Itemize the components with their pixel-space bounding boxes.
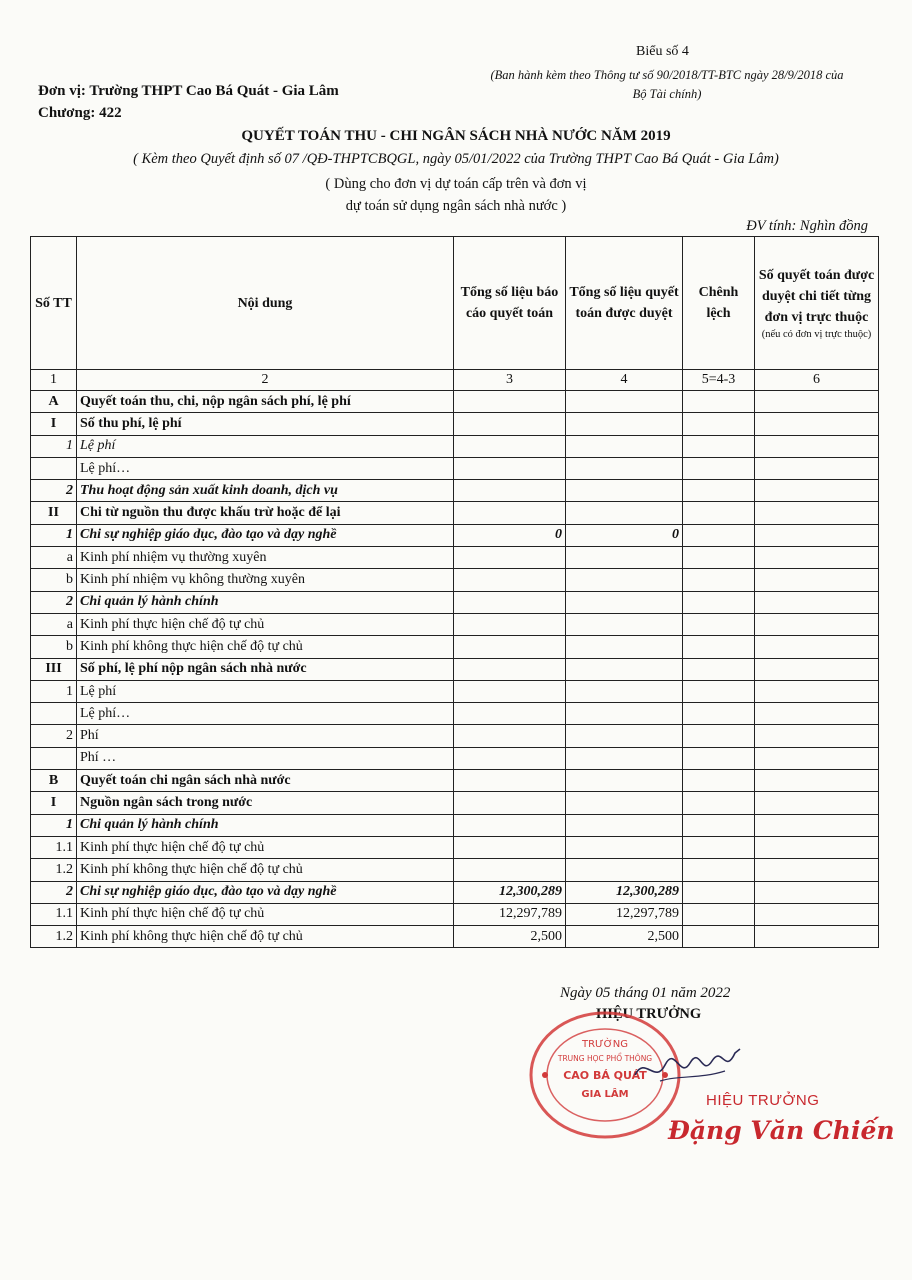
row-value: 12,300,289 <box>566 881 683 903</box>
col-num: 5=4-3 <box>683 370 755 391</box>
row-stt: b <box>31 636 77 658</box>
row-stt: 1.1 <box>31 903 77 925</box>
table-row <box>31 770 879 792</box>
row-value <box>454 457 566 479</box>
sign-date: Ngày 05 tháng 01 năm 2022 <box>560 985 731 1001</box>
row-value <box>755 591 879 613</box>
row-content: Quyết toán thu, chi, nộp ngân sách phí, lệ phí <box>77 391 454 413</box>
row-content: Phí … <box>77 747 454 769</box>
header-diff: Chênh lệch <box>683 237 755 370</box>
row-value <box>683 814 755 836</box>
table-row <box>31 836 879 858</box>
row-value <box>683 480 755 502</box>
row-value <box>755 926 879 948</box>
row-value <box>683 703 755 725</box>
row-value <box>683 725 755 747</box>
row-value <box>454 391 566 413</box>
row-content: Quyết toán chi ngân sách nhà nước <box>77 770 454 792</box>
row-value <box>566 480 683 502</box>
row-value <box>755 480 879 502</box>
row-value <box>683 413 755 435</box>
row-stt: b <box>31 569 77 591</box>
row-content: Số thu phí, lệ phí <box>77 413 454 435</box>
stamp-line-1: TRƯỜNG <box>582 1039 628 1050</box>
table-row <box>31 926 879 948</box>
row-stt: 2 <box>31 591 77 613</box>
table-row <box>31 480 879 502</box>
row-value <box>755 836 879 858</box>
row-content: Số phí, lệ phí nộp ngân sách nhà nước <box>77 658 454 680</box>
row-stt: 1 <box>31 814 77 836</box>
row-value <box>454 636 566 658</box>
row-value <box>755 770 879 792</box>
table-row <box>31 435 879 457</box>
row-value <box>755 725 879 747</box>
table-row <box>31 591 879 613</box>
row-value <box>683 859 755 881</box>
row-value <box>683 926 755 948</box>
row-content: Kinh phí nhiệm vụ thường xuyên <box>77 547 454 569</box>
row-value <box>683 903 755 925</box>
table-row <box>31 903 879 925</box>
row-value <box>683 457 755 479</box>
row-stt: 2 <box>31 725 77 747</box>
row-stt: 1.2 <box>31 859 77 881</box>
row-stt: 2 <box>31 881 77 903</box>
row-value: 0 <box>566 524 683 546</box>
row-value <box>755 881 879 903</box>
row-value <box>755 502 879 524</box>
row-stt <box>31 703 77 725</box>
row-stt: A <box>31 391 77 413</box>
header-row <box>31 237 879 370</box>
row-value: 12,297,789 <box>454 903 566 925</box>
row-value <box>755 903 879 925</box>
row-stt: I <box>31 413 77 435</box>
row-value <box>755 524 879 546</box>
unit-name: Đơn vị: Trường THPT Cao Bá Quát - Gia Lâm <box>38 83 339 99</box>
row-stt: a <box>31 547 77 569</box>
row-content: Kinh phí không thực hiện chế độ tự chủ <box>77 636 454 658</box>
col-num: 1 <box>31 370 77 391</box>
document-subtitle: ( Kèm theo Quyết định số 07 /QĐ-THPTCBQGL, ngày 05/01/2022 của Trường THPT Cao Bá Quát - Gia Lâm) <box>133 151 779 167</box>
row-content: Lệ phí… <box>77 457 454 479</box>
table-row <box>31 569 879 591</box>
row-content: Kinh phí không thực hiện chế độ tự chủ <box>77 926 454 948</box>
row-value <box>755 569 879 591</box>
row-stt: 1.2 <box>31 926 77 948</box>
header-detail-label: Số quyết toán được duyệt chi tiết từng đơn vị trực thuộc <box>758 267 875 325</box>
row-value <box>755 457 879 479</box>
row-value <box>566 613 683 635</box>
row-content: Chi sự nghiệp giáo dục, đào tạo và dạy nghề <box>77 524 454 546</box>
row-value: 12,300,289 <box>454 881 566 903</box>
row-stt: 1 <box>31 680 77 702</box>
usage-note <box>0 173 912 217</box>
row-value <box>755 613 879 635</box>
stamp-line-4: GIA LÂM <box>581 1089 629 1100</box>
row-value <box>755 658 879 680</box>
row-value <box>566 680 683 702</box>
table-row <box>31 658 879 680</box>
row-value <box>566 547 683 569</box>
row-value <box>566 591 683 613</box>
row-value <box>683 770 755 792</box>
row-value <box>755 859 879 881</box>
signer-position: HIỆU TRƯỞNG <box>596 1006 702 1022</box>
circular-reference <box>452 66 882 104</box>
row-value <box>454 703 566 725</box>
row-value <box>566 413 683 435</box>
row-value <box>755 680 879 702</box>
row-value <box>755 814 879 836</box>
unit-block <box>38 80 339 124</box>
row-value <box>454 502 566 524</box>
row-content: Thu hoạt động sản xuất kinh doanh, dịch vụ <box>77 480 454 502</box>
row-stt: a <box>31 613 77 635</box>
stamp-position-label: HIỆU TRƯỞNG <box>706 1092 820 1109</box>
row-value <box>755 391 879 413</box>
table-row <box>31 391 879 413</box>
row-value <box>755 792 879 814</box>
header-detail <box>755 237 879 370</box>
table-row <box>31 747 879 769</box>
settlement-table <box>30 236 879 948</box>
row-value <box>683 658 755 680</box>
usage-line-2: dự toán sử dụng ngân sách nhà nước ) <box>345 198 567 214</box>
col-num: 2 <box>77 370 454 391</box>
row-content: Chi sự nghiệp giáo dục, đào tạo và dạy nghề <box>77 881 454 903</box>
row-stt: I <box>31 792 77 814</box>
row-value: 0 <box>454 524 566 546</box>
table-row <box>31 792 879 814</box>
row-value <box>454 770 566 792</box>
row-content: Lệ phí <box>77 680 454 702</box>
row-value <box>454 814 566 836</box>
row-value <box>454 680 566 702</box>
row-value <box>454 413 566 435</box>
row-value: 2,500 <box>454 926 566 948</box>
row-value <box>566 770 683 792</box>
row-value <box>454 859 566 881</box>
header-stt: Số TT <box>31 237 77 370</box>
row-stt: 1.1 <box>31 836 77 858</box>
row-content: Kinh phí thực hiện chế độ tự chủ <box>77 613 454 635</box>
row-content: Nguồn ngân sách trong nước <box>77 792 454 814</box>
row-stt: B <box>31 770 77 792</box>
stamp-line-3: CAO BÁ QUÁT <box>563 1069 647 1082</box>
row-value <box>755 636 879 658</box>
row-value <box>566 792 683 814</box>
table-row <box>31 524 879 546</box>
table-row <box>31 703 879 725</box>
header-approved: Tổng số liệu quyết toán được duyệt <box>566 237 683 370</box>
chapter: Chương: 422 <box>38 105 122 121</box>
row-value <box>566 435 683 457</box>
row-content: Lệ phí <box>77 435 454 457</box>
row-value: 2,500 <box>566 926 683 948</box>
row-value <box>683 569 755 591</box>
row-value <box>683 792 755 814</box>
table-row <box>31 613 879 635</box>
row-content: Chi quản lý hành chính <box>77 591 454 613</box>
unit-note: ĐV tính: Nghìn đồng <box>746 218 868 234</box>
row-value <box>454 792 566 814</box>
row-value <box>454 836 566 858</box>
row-value <box>683 881 755 903</box>
row-value <box>566 636 683 658</box>
row-value <box>683 547 755 569</box>
row-content: Chi từ nguồn thu được khấu trừ hoặc để lại <box>77 502 454 524</box>
row-content: Kinh phí thực hiện chế độ tự chủ <box>77 903 454 925</box>
row-content: Lệ phí… <box>77 703 454 725</box>
usage-line-1: ( Dùng cho đơn vị dự toán cấp trên và đơn vị <box>325 176 587 192</box>
row-value <box>566 457 683 479</box>
row-content: Chi quản lý hành chính <box>77 814 454 836</box>
row-stt: III <box>31 658 77 680</box>
signature <box>630 1035 750 1095</box>
row-value <box>566 658 683 680</box>
row-value <box>683 502 755 524</box>
row-value <box>454 747 566 769</box>
form-number: Biểu số 4 <box>636 44 689 59</box>
document-title: QUYẾT TOÁN THU - CHI NGÂN SÁCH NHÀ NƯỚC NĂM 2019 <box>241 128 671 144</box>
stamp-line-2: TRUNG HỌC PHỔ THÔNG <box>557 1054 653 1063</box>
row-value <box>454 591 566 613</box>
table-row <box>31 413 879 435</box>
header-detail-note: (nếu có đơn vị trực thuộc) <box>761 328 872 340</box>
row-value <box>454 569 566 591</box>
row-stt: II <box>31 502 77 524</box>
header-reported: Tổng số liệu báo cáo quyết toán <box>454 237 566 370</box>
row-value <box>683 391 755 413</box>
table-row <box>31 859 879 881</box>
row-stt: 2 <box>31 480 77 502</box>
row-value <box>755 703 879 725</box>
row-value <box>683 836 755 858</box>
row-content: Kinh phí không thực hiện chế độ tự chủ <box>77 859 454 881</box>
row-stt: 1 <box>31 435 77 457</box>
header-content: Nội dung <box>77 237 454 370</box>
row-content: Kinh phí nhiệm vụ không thường xuyên <box>77 569 454 591</box>
row-value <box>683 680 755 702</box>
column-number-row <box>31 370 879 391</box>
row-value: 12,297,789 <box>566 903 683 925</box>
row-value <box>683 636 755 658</box>
row-value <box>683 613 755 635</box>
row-value <box>683 524 755 546</box>
row-content: Phí <box>77 725 454 747</box>
col-num: 3 <box>454 370 566 391</box>
row-value <box>454 658 566 680</box>
row-value <box>454 480 566 502</box>
row-value <box>566 502 683 524</box>
row-value <box>566 725 683 747</box>
signer-name: Đặng Văn Chiến <box>668 1116 895 1145</box>
table-row <box>31 725 879 747</box>
table-row <box>31 547 879 569</box>
row-value <box>566 859 683 881</box>
table-row <box>31 457 879 479</box>
col-num: 6 <box>755 370 879 391</box>
row-content: Kinh phí thực hiện chế độ tự chủ <box>77 836 454 858</box>
col-num: 4 <box>566 370 683 391</box>
circular-line-2: Bộ Tài chính) <box>632 87 702 101</box>
row-value <box>683 435 755 457</box>
row-value <box>683 591 755 613</box>
row-value <box>454 547 566 569</box>
row-value <box>454 435 566 457</box>
circular-line-1: (Ban hành kèm theo Thông tư số 90/2018/TT-BTC ngày 28/9/2018 của <box>490 68 844 82</box>
row-value <box>566 836 683 858</box>
row-value <box>566 569 683 591</box>
table-row <box>31 881 879 903</box>
row-value <box>566 703 683 725</box>
table-row <box>31 814 879 836</box>
row-value <box>566 747 683 769</box>
table-row <box>31 680 879 702</box>
row-value <box>566 814 683 836</box>
row-value <box>683 747 755 769</box>
row-stt <box>31 457 77 479</box>
table-row <box>31 502 879 524</box>
row-stt <box>31 747 77 769</box>
row-stt: 1 <box>31 524 77 546</box>
row-value <box>755 435 879 457</box>
row-value <box>454 725 566 747</box>
row-value <box>755 747 879 769</box>
row-value <box>755 413 879 435</box>
row-value <box>454 613 566 635</box>
row-value <box>566 391 683 413</box>
table-row <box>31 636 879 658</box>
row-value <box>755 547 879 569</box>
